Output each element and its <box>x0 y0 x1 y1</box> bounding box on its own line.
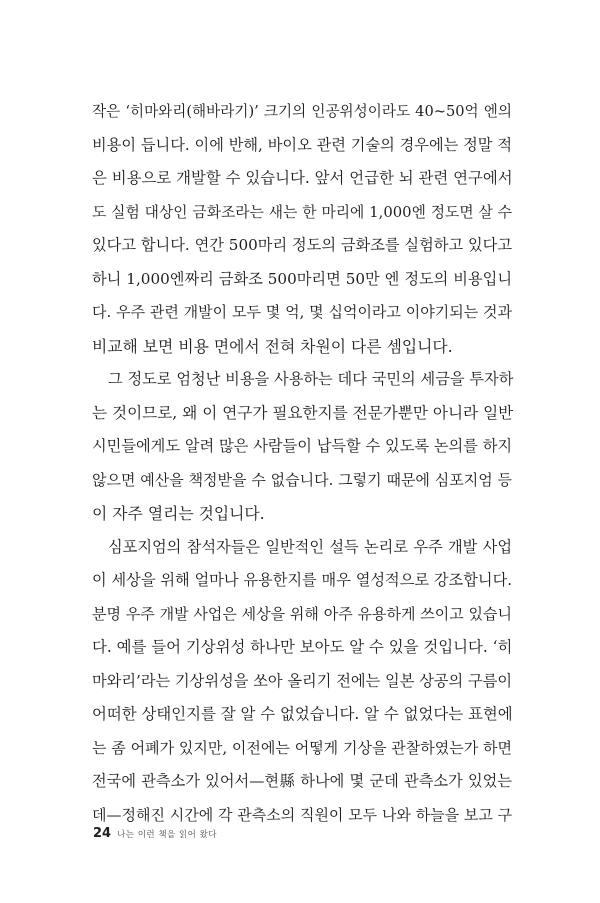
text-line: 하니 1,000엔짜리 금화조 500마리면 50만 엔 정도의 비용입니 <box>92 270 512 288</box>
text-line: 시민들에게도 알려 많은 사람들이 납득할 수 있도록 논의를 하지 <box>92 437 513 455</box>
text-line: 이 세상을 위해 얼마나 유용한지를 매우 열성적으로 강조합니다. <box>92 571 513 589</box>
page-footer <box>93 826 217 846</box>
running-title: 나는 이런 책을 읽어 왔다 <box>117 830 218 840</box>
text-line: 분명 우주 개발 사업은 세상을 위해 아주 유용하게 쓰이고 있습니 <box>92 605 512 623</box>
text-line: 그 정도로 엄청난 비용을 사용하는 데다 국민의 세금을 투자하 <box>108 370 514 388</box>
text-line: 심포지엄의 참석자들은 일반적인 설득 논리로 우주 개발 사업 <box>108 538 512 556</box>
text-line: 는 것이므로, 왜 이 연구가 필요한지를 전문가뿐만 아니라 일반 <box>92 404 514 422</box>
text-line: 비용이 듭니다. 이에 반해, 바이오 관련 기술의 경우에는 정말 적 <box>92 136 512 154</box>
text-line: 마와리’라는 기상위성을 쏘아 올리기 전에는 일본 상공의 구름이 <box>92 672 513 690</box>
page-number: 24 <box>93 826 112 841</box>
text-line: 은 비용으로 개발할 수 있습니다. 앞서 언급한 뇌 관련 연구에서 <box>92 169 513 187</box>
text-line: 도 실험 대상인 금화조라는 새는 한 마리에 1,000엔 정도면 살 수 <box>92 204 512 221</box>
text-line: 전국에 관측소가 있어서—현縣 하나에 몇 군데 관측소가 있었는 <box>92 772 512 790</box>
text-line: 데—정해진 시간에 각 관측소의 직원이 모두 나와 하늘을 보고 구 <box>92 806 513 824</box>
text-line: 이 자주 열리는 것입니다. <box>92 504 265 523</box>
text-line: 어떠한 상태인지를 잘 알 수 없었습니다. 알 수 없었다는 표현에 <box>92 705 513 723</box>
text-line: 않으면 예산을 책정받을 수 없습니다. 그렇기 때문에 심포지엄 등 <box>92 471 512 489</box>
text-line: 있다고 합니다. 연간 500마리 정도의 금화조를 실험하고 있다고 <box>92 236 512 254</box>
text-line: 다. 예를 들어 기상위성 하나만 보아도 알 수 있을 것입니다. ‘히 <box>92 638 513 656</box>
text-line: 는 좀 어폐가 있지만, 이전에는 어떻게 기상을 관찰하였는가 하면 <box>92 739 512 757</box>
text-line: 비교해 보면 비용 면에서 전혀 차원이 다른 셈입니다. <box>92 337 453 356</box>
text-line: 작은 ‘히마와리(해바라기)’ 크기의 인공위성이라도 40~50억 엔의 <box>92 103 512 120</box>
text-line: 다. 우주 관련 개발이 모두 몇 억, 몇 십억이라고 이야기되는 것과 <box>92 303 512 321</box>
